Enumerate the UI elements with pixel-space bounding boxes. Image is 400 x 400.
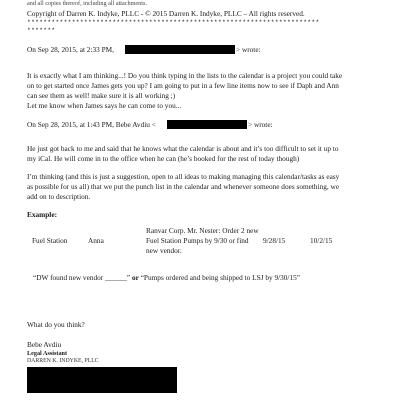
redaction-box bbox=[27, 367, 177, 393]
separator-stars-1: ************************************************************************ bbox=[27, 19, 320, 26]
quote2-attribution: On Sep 28, 2015, at 1:43 PM, Bebe Avdiu < bbox=[27, 120, 156, 129]
example-description-line: new vendor. bbox=[146, 246, 182, 255]
signature-name: Bebe Avdiu bbox=[27, 340, 62, 349]
sample-update-b: “Pumps ordered and being shipped to LSJ by 9/30/15” bbox=[140, 273, 300, 282]
example-start-date: 9/28/15 bbox=[263, 236, 286, 245]
example-label: Example: bbox=[27, 210, 57, 219]
quote1-line: on to get started once James gets you up? I am going to put in a few line items now to see if Daph and Ann bbox=[27, 81, 339, 90]
redaction-box bbox=[167, 120, 247, 129]
quote1-line: Let me know when James says he can come to you... bbox=[27, 101, 182, 110]
signature-firm: DARREN K. INDYKE, PLLC bbox=[27, 358, 99, 364]
quote2-wrote: > wrote: bbox=[248, 120, 273, 129]
separator-stars-2: ******* bbox=[27, 27, 56, 34]
copyright-line: Copyright of Darren K. Indyke, PLLC - © 2015 Darren K. Indyke, PLLC – All rights reserved. bbox=[27, 9, 305, 18]
closing-question: What do you think? bbox=[27, 320, 85, 329]
quote1-attribution bbox=[27, 45, 114, 54]
quote2-line: I’m thinking (and this is just a suggestion, open to all ideas to making managing this calendar/tasks as easy bbox=[27, 172, 340, 181]
signature-title: Legal Assistant bbox=[27, 350, 68, 357]
quote1-line: It is exactly what I am thinking...! Do you think typing in the lists to the calendar is a project you could take bbox=[27, 71, 343, 80]
quote2-line: as possible for us all) that we put the punch list in the calendar and whenever someone does something, we bbox=[27, 182, 340, 191]
example-due-date: 10/2/15 bbox=[310, 236, 333, 245]
example-description-line: Ranvar Corp. Mr. Nester: Order 2 new bbox=[146, 226, 259, 235]
quote1-date: On Sep 28, 2015, at 2:33 PM, bbox=[27, 45, 114, 54]
redaction-box bbox=[125, 45, 235, 54]
confidentiality-tail: and all copies thereof, including all attachments. bbox=[27, 0, 147, 7]
quote2-line: He just got back to me and said that he knows what the calendar is about and it’s too difficult to set it up to bbox=[27, 144, 339, 153]
example-update-samples bbox=[33, 273, 300, 282]
quote1-wrote: > wrote: bbox=[236, 45, 261, 54]
example-person: Anna bbox=[88, 236, 104, 245]
example-category: Fuel Station bbox=[32, 236, 68, 245]
quote2-line: my iCal. He will come in to the office when he can (he’s booked for the rest of today though) bbox=[27, 154, 300, 163]
example-description-line: Fuel Station Pumps by 9/30 or find bbox=[146, 236, 249, 245]
sample-update-a: “DW found new vendor ______” bbox=[33, 273, 131, 282]
or-separator: or bbox=[131, 273, 139, 282]
quote1-line: can see them as well! make sure it is all working ;) bbox=[27, 91, 176, 100]
quote2-line: add on to description. bbox=[27, 192, 91, 201]
